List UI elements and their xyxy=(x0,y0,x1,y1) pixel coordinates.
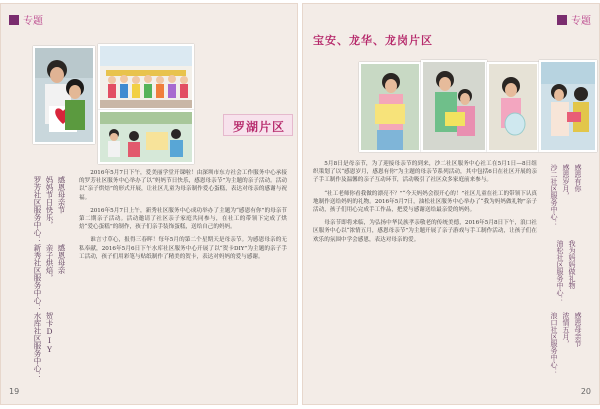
photo-child-jar xyxy=(487,62,539,152)
caption-sha-er-1: 沙二社区服务中心： xyxy=(550,164,558,227)
tag-square-icon xyxy=(9,15,19,25)
photo-mother-child-cards xyxy=(539,60,597,152)
photo-mother-daughter xyxy=(421,60,487,152)
caption-langkou-3: 感恩母亲节 xyxy=(574,312,582,347)
right-body-text xyxy=(313,160,537,390)
page-number: 20 xyxy=(580,387,591,396)
left-page xyxy=(0,3,298,405)
paragraph-shuiku: 谁言寸草心，报得三春晖！每年5月的第二个星期天是母亲节。为感恩母亲的无私奉献，2016年5月6日下午水库社区服务中心开展了以“贺卡DIY”为主题的亲子手工活动，孩子们用彩笔与贴纸制作了精美的贺卡，表达对妈妈的爱与感谢。 xyxy=(79,237,287,260)
caption-xinxiu-1: 新秀社区服务中心： xyxy=(33,244,42,312)
left-body-text xyxy=(79,169,287,389)
caption-sha-er-3: 感恩有你 xyxy=(574,164,582,192)
tag-square-icon xyxy=(557,15,567,25)
section-tag xyxy=(557,12,591,27)
photo-craft-activity xyxy=(98,110,194,164)
photo-strip-spacer xyxy=(33,144,91,160)
right-page xyxy=(302,3,600,405)
caption-yousong-1: 油松社区服务中心： xyxy=(556,240,564,303)
caption-shuiku-1: 水库社区服务中心： xyxy=(33,312,42,380)
photo-child-certificate xyxy=(359,62,421,152)
paragraph-luofang: 2016年5月7日下午，爱美丽学堂开课啦！由深圳市东方社会工作服务中心承接的罗芳社区服务中心举办了以“妈妈节日快乐，感恩母亲节”为主题的亲子活动。活动以“亲子烘焙”的形式开展，让社区儿童为母亲制作爱心蛋糕，表达对母亲的感谢与祝福。 xyxy=(79,170,287,201)
caption-langkou-1: 浪口社区服务中心： xyxy=(550,312,558,375)
section-title: 罗湖片区 xyxy=(233,120,286,134)
caption-sha-er-2: 感恩岁月， xyxy=(562,164,570,199)
caption-langkou-2: 浓情五月， xyxy=(562,312,570,347)
tag-label: 专题 xyxy=(571,16,591,27)
caption-luofang-2: 妈妈节日快乐， xyxy=(45,176,54,229)
paragraph-xinxiu: 2016年5月7日上午，新秀社区服务中心成功举办了主题为“感恩有你”的母亲节第二期亲子活动。活动邀请了社区亲子家庭共同参与，在社工的带领下完成了烘焙“爱心蛋糕”的制作，孩子们亲手装饰蛋糕，送给自己的妈妈。 xyxy=(79,207,287,231)
paragraph-langkou: 母亲节即将来临，为弘扬中华民族孝亲敬老的传统美德，2016年5月8日下午，浪口社区服务中心以“浓情五月，感恩母亲节”为主题开展了亲子游戏与手工制作活动，让孩子们在欢乐的氛围中学会感恩，表达对母亲的爱。 xyxy=(313,220,537,243)
paragraph-yousong: “社工老师你看我做的漂亮不？”“今天妈妈会很开心的！”社区儿童在社工的带领下认真地制作送给妈妈的礼物。2016年5月7日，油松社区服务中心举办了“我为妈妈做礼物”亲子活动，孩子们用心完成手工作品，把爱与感谢送给最亲爱的妈妈。 xyxy=(313,190,538,214)
photo-group-children xyxy=(98,44,194,110)
tag-label: 专题 xyxy=(23,16,43,27)
caption-yousong-2: 我为妈妈做礼物 xyxy=(568,240,576,289)
caption-shuiku-2: 贺卡DIY xyxy=(45,312,54,354)
page-number: 19 xyxy=(9,387,20,396)
caption-xinxiu-2: 亲子烘焙， xyxy=(45,244,54,282)
caption-luofang-1: 罗芳社区服务中心： xyxy=(33,176,42,244)
caption-xinxiu-3: 感恩母亲 xyxy=(57,244,66,274)
section-title: 宝安、龙华、龙岗片区 xyxy=(313,34,433,47)
caption-luofang-3: 感恩母亲节 xyxy=(57,176,66,214)
paragraph-sha-er: 5月8日是母亲节，为了迎接母亲节的到来，沙二社区服务中心社工在5月1日—8日组织策划了以“感恩岁月，感恩有你”为主题的母亲节系列活动，其中包括6日在社区开展的亲子手工制作及温馨的亲子互动环节，活动吸引了社区众多家庭前来参与。 xyxy=(313,161,537,184)
photo-mother-child xyxy=(33,46,95,144)
section-tag xyxy=(9,12,43,27)
